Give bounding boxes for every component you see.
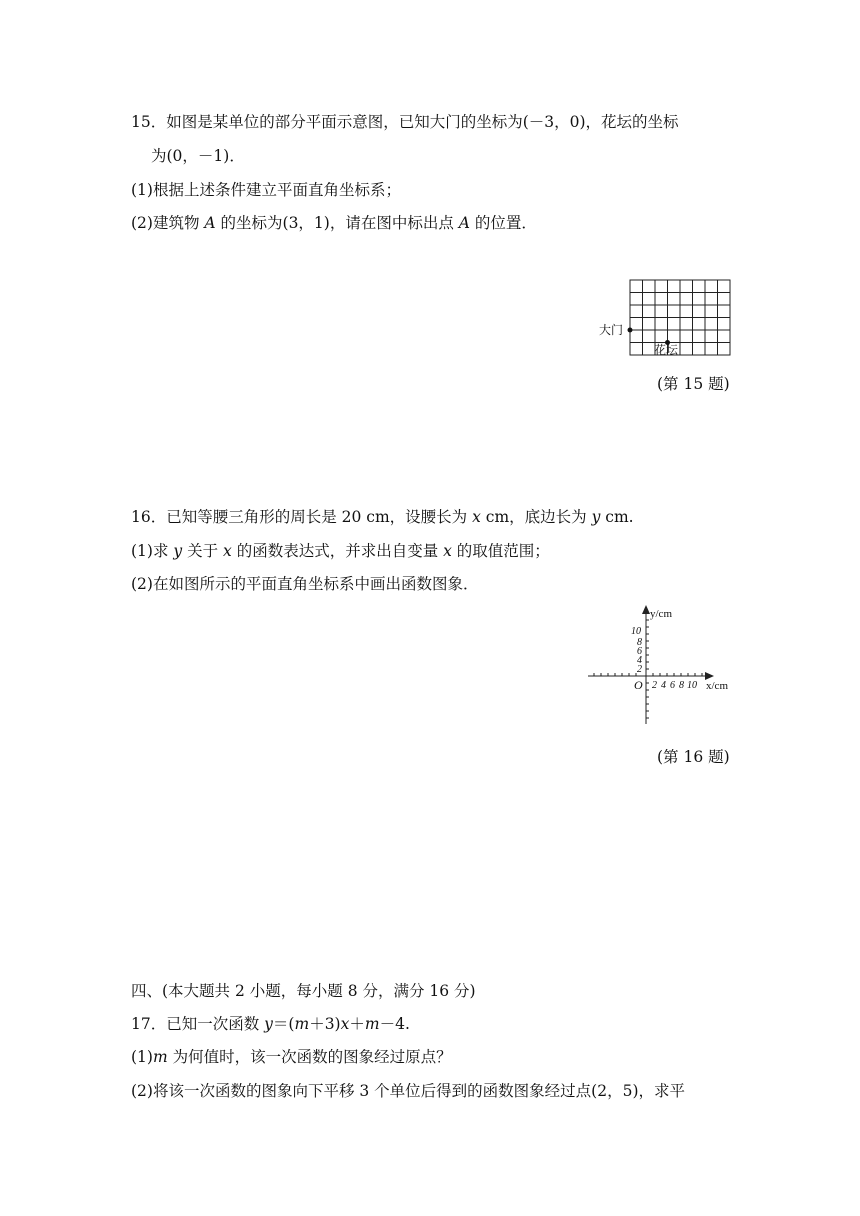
garden-label: 花坛 bbox=[654, 343, 679, 357]
x-axis-arrow bbox=[705, 672, 714, 680]
y-tick-label: 4 bbox=[637, 655, 642, 666]
q16-part1: (1)求 y 关于 x 的函数表达式，并求出自变量 x 的取值范围； bbox=[131, 542, 550, 560]
x-axis-label: x/cm bbox=[706, 680, 728, 692]
q15-caption: (第 15 题) bbox=[657, 375, 730, 393]
x-tick-label: 6 bbox=[670, 680, 675, 691]
gate-point bbox=[628, 328, 633, 333]
q16-caption: (第 16 题) bbox=[657, 748, 730, 766]
q17-part2: (2)将该一次函数的图象向下平移 3 个单位后得到的函数图象经过点(2，5)，求平 bbox=[131, 1082, 685, 1100]
q15-line1: 15．如图是某单位的部分平面示意图，已知大门的坐标为(－3，0)，花坛的坐标 bbox=[131, 113, 679, 131]
q15-grid bbox=[630, 280, 730, 355]
y-axis-label: y/cm bbox=[650, 608, 672, 620]
gate-label: 大门 bbox=[599, 323, 624, 337]
y-tick-label: 2 bbox=[637, 664, 642, 675]
y-axis-arrow bbox=[642, 605, 650, 614]
q16-axes-figure bbox=[580, 600, 740, 730]
q15-part1: (1)根据上述条件建立平面直角坐标系； bbox=[131, 181, 401, 199]
q15-line2: 为(0，－1)． bbox=[151, 147, 245, 165]
x-tick-label: 2 bbox=[652, 680, 657, 691]
q15-part2: (2)建筑物 A 的坐标为(3，1)，请在图中标出点 A 的位置． bbox=[131, 214, 537, 232]
q16-part2: (2)在如图所示的平面直角坐标系中画出函数图象． bbox=[131, 575, 479, 593]
origin-label: O bbox=[634, 678, 643, 692]
y-tick-label: 10 bbox=[631, 626, 641, 637]
y-tick-label: 6 bbox=[637, 646, 642, 657]
q16-line1: 16．已知等腰三角形的周长是 20 cm，设腰长为 x cm，底边长为 y cm. bbox=[131, 508, 634, 526]
x-tick-label: 8 bbox=[679, 680, 684, 691]
q17-line1: 17．已知一次函数 y＝(m＋3)x＋m－4. bbox=[131, 1015, 410, 1033]
q17-part1: (1)m 为何值时，该一次函数的图象经过原点？ bbox=[131, 1048, 452, 1066]
y-tick-label: 8 bbox=[637, 637, 642, 648]
x-tick-label: 4 bbox=[661, 680, 666, 691]
section4-heading: 四、(本大题共 2 小题，每小题 8 分，满分 16 分) bbox=[131, 982, 476, 1000]
x-tick-label: 10 bbox=[687, 680, 697, 691]
q15-grid-figure bbox=[595, 275, 740, 360]
